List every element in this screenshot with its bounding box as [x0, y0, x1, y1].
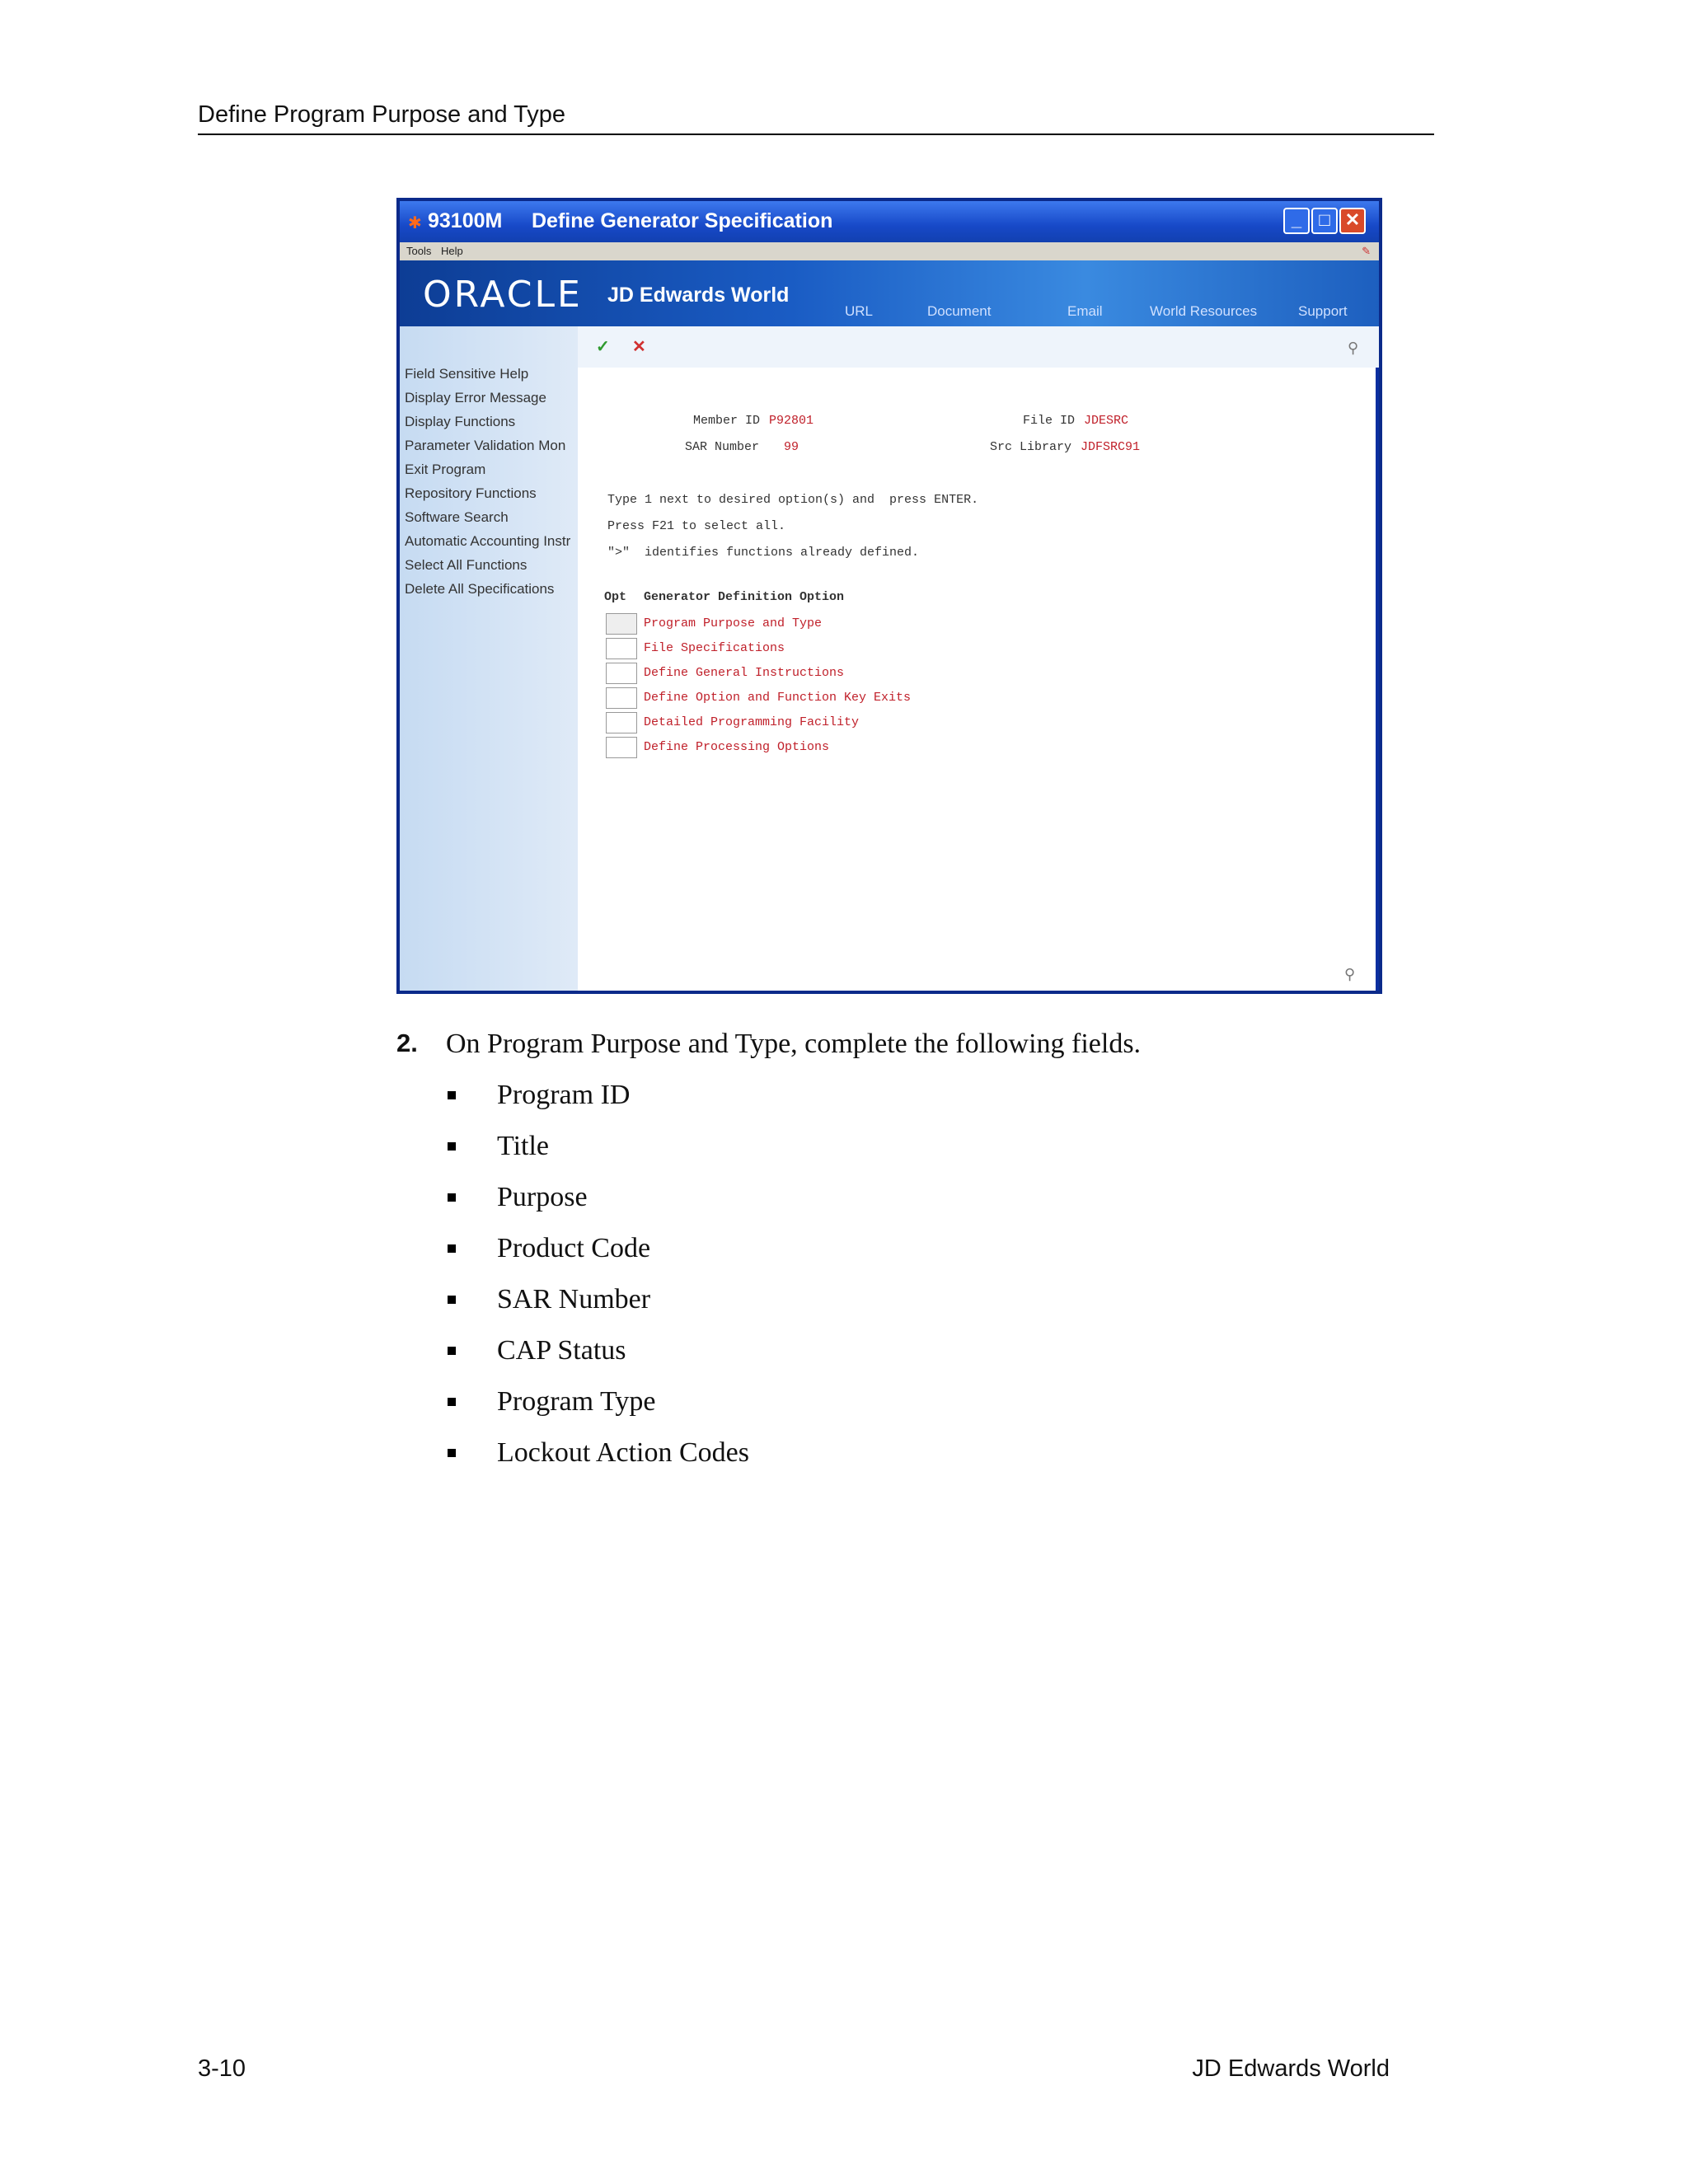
member-id-value: P92801: [769, 414, 814, 428]
instruction-line: Press F21 to select all.: [607, 519, 786, 533]
nav-url[interactable]: URL: [845, 303, 874, 319]
opt-input[interactable]: [606, 712, 637, 733]
instruction-line: Type 1 next to desired option(s) and press ENTER.: [607, 493, 979, 507]
sidebar-item[interactable]: Exit Program: [405, 462, 486, 477]
opt-input[interactable]: [606, 663, 637, 684]
minimize-button[interactable]: _: [1283, 208, 1310, 234]
step-number: 2.: [396, 1029, 418, 1057]
opt-input[interactable]: [606, 687, 637, 709]
close-button[interactable]: ✕: [1339, 208, 1366, 234]
step-text: On Program Purpose and Type, complete the following fields.: [446, 1029, 1142, 1059]
footer-product: JD Edwards World: [1192, 2055, 1390, 2082]
file-id-value: JDESRC: [1084, 414, 1129, 428]
sidebar: [400, 326, 578, 991]
app-icon: ✱: [408, 214, 422, 232]
menu-bar: [400, 242, 1379, 260]
nav-world-resources[interactable]: World Resources: [1150, 303, 1258, 319]
menu-tools[interactable]: Tools: [406, 245, 432, 257]
bullet-marker: [448, 1449, 456, 1457]
search-icon[interactable]: ⚲: [1348, 340, 1359, 356]
window-title: Define Generator Specification: [532, 209, 833, 232]
nav-document[interactable]: Document: [927, 303, 992, 319]
option-column-header: Generator Definition Option: [644, 590, 845, 604]
bullet-text: Purpose: [497, 1182, 588, 1212]
nav-support[interactable]: Support: [1298, 303, 1348, 319]
search-icon[interactable]: ⚲: [1344, 966, 1356, 982]
member-id-label: Member ID: [693, 414, 761, 428]
cancel-icon[interactable]: ✕: [632, 338, 646, 356]
nav-email[interactable]: Email: [1067, 303, 1103, 319]
option-label[interactable]: File Specifications: [644, 641, 785, 655]
sidebar-item[interactable]: Field Sensitive Help: [405, 366, 529, 382]
bullet-marker: [448, 1193, 456, 1202]
product-name: JD Edwards World: [607, 284, 790, 307]
option-label[interactable]: Define Option and Function Key Exits: [644, 691, 912, 705]
program-code: 93100M: [428, 209, 503, 232]
sidebar-item[interactable]: Display Functions: [405, 414, 516, 429]
instruction-line: ">" identifies functions already defined.: [607, 546, 920, 560]
page-header-title: Define Program Purpose and Type: [198, 101, 566, 128]
bullet-marker: [448, 1244, 456, 1253]
sidebar-item[interactable]: Automatic Accounting Instr: [405, 533, 571, 549]
sidebar-item[interactable]: Software Search: [405, 509, 509, 525]
bullet-text: Product Code: [497, 1233, 651, 1263]
brand-banner: [400, 260, 1379, 326]
bullet-text: Program Type: [497, 1386, 656, 1417]
form-content: [578, 368, 1376, 991]
option-label[interactable]: Program Purpose and Type: [644, 616, 823, 630]
bullet-text: Program ID: [497, 1080, 631, 1110]
bullet-text: CAP Status: [497, 1335, 626, 1366]
oracle-logo: ORACLE: [423, 274, 583, 316]
app-window: [396, 198, 1382, 994]
sidebar-item[interactable]: Select All Functions: [405, 557, 528, 573]
ok-icon[interactable]: ✓: [596, 338, 610, 356]
opt-input[interactable]: [606, 638, 637, 659]
src-library-value: JDFSRC91: [1081, 440, 1141, 454]
maximize-button[interactable]: □: [1311, 208, 1338, 234]
option-label[interactable]: Detailed Programming Facility: [644, 715, 860, 729]
bullet-text: Title: [497, 1131, 550, 1161]
bullet-marker: [448, 1091, 456, 1099]
page-number: 3-10: [198, 2055, 246, 2082]
opt-input[interactable]: [606, 613, 637, 635]
sar-number-label: SAR Number: [685, 440, 760, 454]
page-header: [198, 97, 1434, 135]
opt-column-header: Opt: [604, 590, 627, 604]
bullet-marker: [448, 1296, 456, 1304]
sidebar-item[interactable]: Repository Functions: [405, 485, 537, 501]
menu-help[interactable]: Help: [440, 245, 463, 257]
sar-number-value: 99: [784, 440, 799, 454]
opt-input[interactable]: [606, 737, 637, 758]
bullet-marker: [448, 1142, 456, 1151]
sidebar-item[interactable]: Parameter Validation Mon: [405, 438, 566, 453]
bullet-text: Lockout Action Codes: [497, 1437, 749, 1468]
sidebar-item[interactable]: Delete All Specifications: [405, 581, 555, 597]
option-label[interactable]: Define General Instructions: [644, 666, 845, 680]
bullet-text: SAR Number: [497, 1284, 651, 1315]
file-id-label: File ID: [1023, 414, 1076, 428]
option-label[interactable]: Define Processing Options: [644, 740, 830, 754]
pin-icon[interactable]: ✎: [1362, 245, 1371, 257]
sidebar-item[interactable]: Display Error Message: [405, 390, 546, 405]
title-bar: [400, 201, 1379, 242]
bullet-marker: [448, 1398, 456, 1406]
src-library-label: Src Library: [990, 440, 1072, 454]
bullet-marker: [448, 1347, 456, 1355]
